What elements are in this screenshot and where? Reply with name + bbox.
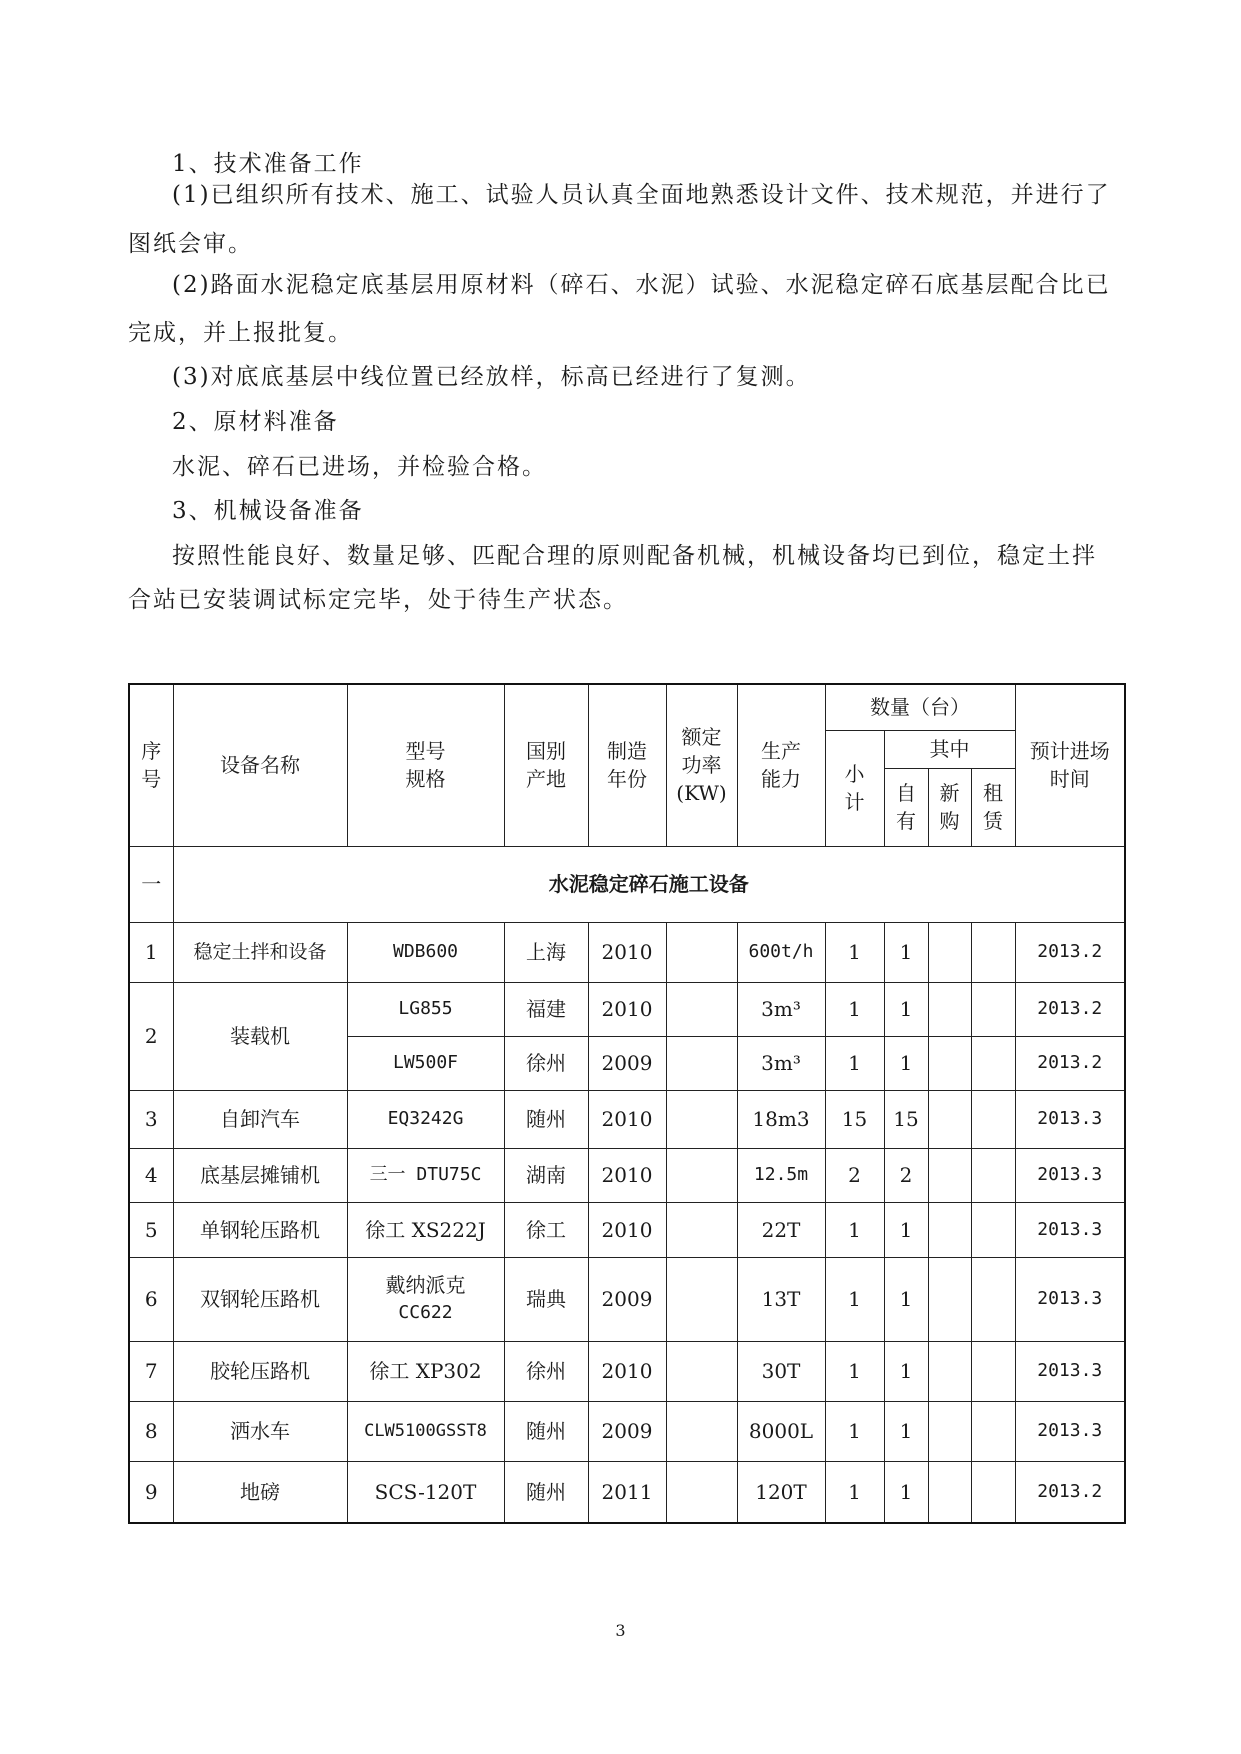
cell-origin: 徐州 xyxy=(504,1036,588,1090)
paragraph-text: (1)已组织所有技术、施工、试验人员认真全面地熟悉设计文件、技术规范，并进行了 xyxy=(172,182,1111,208)
cell-subtotal: 1 xyxy=(825,1401,884,1461)
cell-rent xyxy=(971,1148,1015,1202)
cell-new xyxy=(928,922,971,982)
cell-arrival: 2013.2 xyxy=(1015,922,1125,982)
cell-capacity: 3m³ xyxy=(737,982,825,1036)
paragraph-text: 按照性能良好、数量足够、匹配合理的原则配备机械，机械设备均已到位，稳定土拌 xyxy=(172,543,1097,569)
cell-equipment-name: 稳定土拌和设备 xyxy=(173,922,347,982)
cell-equipment-name: 自卸汽车 xyxy=(173,1090,347,1148)
cell-year: 2010 xyxy=(588,1148,666,1202)
cell-own: 1 xyxy=(884,982,928,1036)
cell-year: 2009 xyxy=(588,1257,666,1341)
cell-new xyxy=(928,1341,971,1401)
cell-own: 1 xyxy=(884,1341,928,1401)
cell-capacity: 22T xyxy=(737,1202,825,1257)
paragraph-text: 水泥、碎石已进场，并检验合格。 xyxy=(172,454,547,480)
cell-year: 2011 xyxy=(588,1461,666,1523)
cell-capacity: 120T xyxy=(737,1461,825,1523)
cell-power xyxy=(666,922,737,982)
cell-subtotal: 15 xyxy=(825,1090,884,1148)
header-origin: 国别 产地 xyxy=(504,684,588,846)
header-capacity: 生产 能力 xyxy=(737,684,825,846)
cell-seq: 3 xyxy=(129,1090,173,1148)
cell-year: 2010 xyxy=(588,982,666,1036)
cell-new xyxy=(928,1461,971,1523)
cell-arrival: 2013.3 xyxy=(1015,1341,1125,1401)
cell-arrival: 2013.3 xyxy=(1015,1090,1125,1148)
cell-equipment-name: 双钢轮压路机 xyxy=(173,1257,347,1341)
paragraph-text: (3)对底底基层中线位置已经放样，标高已经进行了复测。 xyxy=(172,364,811,390)
cell-new xyxy=(928,982,971,1036)
cell-power xyxy=(666,1257,737,1341)
cell-arrival: 2013.2 xyxy=(1015,1036,1125,1090)
cell-origin: 随州 xyxy=(504,1090,588,1148)
cell-capacity: 600t/h xyxy=(737,922,825,982)
table-section-row xyxy=(129,846,1125,922)
cell-year: 2010 xyxy=(588,922,666,982)
cell-power xyxy=(666,1036,737,1090)
cell-year: 2010 xyxy=(588,1341,666,1401)
header-seq: 序 号 xyxy=(129,684,173,846)
heading-equipment-prep: 3、机械设备准备 xyxy=(172,498,364,524)
cell-power xyxy=(666,1090,737,1148)
cell-origin: 徐州 xyxy=(504,1341,588,1401)
cell-equipment-name: 地磅 xyxy=(173,1461,347,1523)
cell-rent xyxy=(971,1257,1015,1341)
cell-power xyxy=(666,1461,737,1523)
cell-subtotal: 1 xyxy=(825,1257,884,1341)
heading-technical-prep: 1、技术准备工作 xyxy=(172,151,364,177)
cell-arrival: 2013.2 xyxy=(1015,982,1125,1036)
header-rated-power: 额定 功率 (KW) xyxy=(666,684,737,846)
cell-seq: 1 xyxy=(129,922,173,982)
heading-material-prep: 2、原材料准备 xyxy=(172,409,339,435)
cell-own: 1 xyxy=(884,1401,928,1461)
cell-subtotal: 1 xyxy=(825,1202,884,1257)
cell-own: 1 xyxy=(884,1461,928,1523)
cell-equipment-name: 装载机 xyxy=(173,982,347,1090)
header-model: 型号 规格 xyxy=(347,684,504,846)
table-row xyxy=(129,982,1125,1036)
cell-origin: 福建 xyxy=(504,982,588,1036)
cell-own: 1 xyxy=(884,1202,928,1257)
cell-capacity: 18m3 xyxy=(737,1090,825,1148)
header-rent: 租 赁 xyxy=(971,768,1015,846)
cell-rent xyxy=(971,982,1015,1036)
cell-model: WDB600 xyxy=(347,922,504,982)
cell-seq: 7 xyxy=(129,1341,173,1401)
cell-year: 2010 xyxy=(588,1202,666,1257)
cell-seq: 6 xyxy=(129,1257,173,1341)
cell-arrival: 2013.3 xyxy=(1015,1401,1125,1461)
cell-equipment-name: 单钢轮压路机 xyxy=(173,1202,347,1257)
cell-power xyxy=(666,982,737,1036)
section-index: 一 xyxy=(129,846,173,922)
cell-subtotal: 1 xyxy=(825,982,884,1036)
cell-new xyxy=(928,1401,971,1461)
cell-arrival: 2013.3 xyxy=(1015,1148,1125,1202)
cell-new xyxy=(928,1257,971,1341)
cell-model: 徐工 XP302 xyxy=(347,1341,504,1401)
header-new: 新 购 xyxy=(928,768,971,846)
header-among: 其中 xyxy=(884,730,1015,768)
cell-seq: 4 xyxy=(129,1148,173,1202)
cell-power xyxy=(666,1148,737,1202)
cell-model: SCS-120T xyxy=(347,1461,504,1523)
table-row xyxy=(129,1090,1125,1148)
header-arrival-time: 预计进场 时间 xyxy=(1015,684,1125,846)
cell-rent xyxy=(971,1401,1015,1461)
cell-own: 1 xyxy=(884,922,928,982)
cell-seq: 8 xyxy=(129,1401,173,1461)
header-subtotal: 小 计 xyxy=(825,730,884,846)
cell-origin: 瑞典 xyxy=(504,1257,588,1341)
cell-new xyxy=(928,1148,971,1202)
cell-subtotal: 1 xyxy=(825,1341,884,1401)
table-row xyxy=(129,1148,1125,1202)
cell-origin: 湖南 xyxy=(504,1148,588,1202)
cell-new xyxy=(928,1090,971,1148)
cell-arrival: 2013.3 xyxy=(1015,1202,1125,1257)
cell-capacity: 13T xyxy=(737,1257,825,1341)
cell-capacity: 3m³ xyxy=(737,1036,825,1090)
cell-own: 15 xyxy=(884,1090,928,1148)
paragraph-text: (2)路面水泥稳定底基层用原材料（碎石、水泥）试验、水泥稳定碎石底基层配合比已 xyxy=(172,272,1111,298)
cell-own: 1 xyxy=(884,1036,928,1090)
cell-model: 徐工 XS222J xyxy=(347,1202,504,1257)
cell-capacity: 30T xyxy=(737,1341,825,1401)
table-row xyxy=(129,1341,1125,1401)
cell-arrival: 2013.2 xyxy=(1015,1461,1125,1523)
cell-subtotal: 1 xyxy=(825,1036,884,1090)
table-row xyxy=(129,1202,1125,1257)
cell-rent xyxy=(971,922,1015,982)
cell-seq: 2 xyxy=(129,982,173,1090)
header-year: 制造 年份 xyxy=(588,684,666,846)
cell-year: 2010 xyxy=(588,1090,666,1148)
equipment-table xyxy=(128,683,1126,1524)
section-title: 水泥稳定碎石施工设备 xyxy=(173,846,1125,922)
cell-seq: 5 xyxy=(129,1202,173,1257)
cell-subtotal: 1 xyxy=(825,922,884,982)
cell-capacity: 8000L xyxy=(737,1401,825,1461)
cell-origin: 随州 xyxy=(504,1461,588,1523)
cell-rent xyxy=(971,1090,1015,1148)
cell-rent xyxy=(971,1202,1015,1257)
paragraph-text: 完成，并上报批复。 xyxy=(128,320,353,346)
table-row xyxy=(129,1461,1125,1523)
cell-equipment-name: 洒水车 xyxy=(173,1401,347,1461)
cell-subtotal: 2 xyxy=(825,1148,884,1202)
cell-model: LW500F xyxy=(347,1036,504,1090)
page-number: 3 xyxy=(615,1621,626,1640)
cell-power xyxy=(666,1202,737,1257)
table-header-row xyxy=(129,684,1125,730)
cell-rent xyxy=(971,1341,1015,1401)
cell-power xyxy=(666,1401,737,1461)
cell-new xyxy=(928,1036,971,1090)
table-row xyxy=(129,922,1125,982)
cell-equipment-name: 底基层摊铺机 xyxy=(173,1148,347,1202)
paragraph-text: 图纸会审。 xyxy=(128,231,253,257)
cell-rent xyxy=(971,1461,1015,1523)
cell-year: 2009 xyxy=(588,1401,666,1461)
header-equipment-name: 设备名称 xyxy=(173,684,347,846)
cell-model: CLW5100GSST8 xyxy=(347,1401,504,1461)
cell-origin: 上海 xyxy=(504,922,588,982)
cell-model: 三一 DTU75C xyxy=(347,1148,504,1202)
cell-capacity: 12.5m xyxy=(737,1148,825,1202)
cell-own: 2 xyxy=(884,1148,928,1202)
cell-equipment-name: 胶轮压路机 xyxy=(173,1341,347,1401)
header-own: 自 有 xyxy=(884,768,928,846)
table-row xyxy=(129,1257,1125,1341)
cell-model: 戴纳派克 CC622 xyxy=(347,1257,504,1341)
cell-origin: 随州 xyxy=(504,1401,588,1461)
cell-power xyxy=(666,1341,737,1401)
cell-own: 1 xyxy=(884,1257,928,1341)
header-quantity: 数量（台） xyxy=(825,684,1015,730)
cell-rent xyxy=(971,1036,1015,1090)
table-row xyxy=(129,1401,1125,1461)
cell-model: EQ3242G xyxy=(347,1090,504,1148)
cell-model: LG855 xyxy=(347,982,504,1036)
cell-seq: 9 xyxy=(129,1461,173,1523)
cell-new xyxy=(928,1202,971,1257)
cell-year: 2009 xyxy=(588,1036,666,1090)
cell-subtotal: 1 xyxy=(825,1461,884,1523)
paragraph-text: 合站已安装调试标定完毕，处于待生产状态。 xyxy=(128,587,628,613)
cell-arrival: 2013.3 xyxy=(1015,1257,1125,1341)
cell-origin: 徐工 xyxy=(504,1202,588,1257)
